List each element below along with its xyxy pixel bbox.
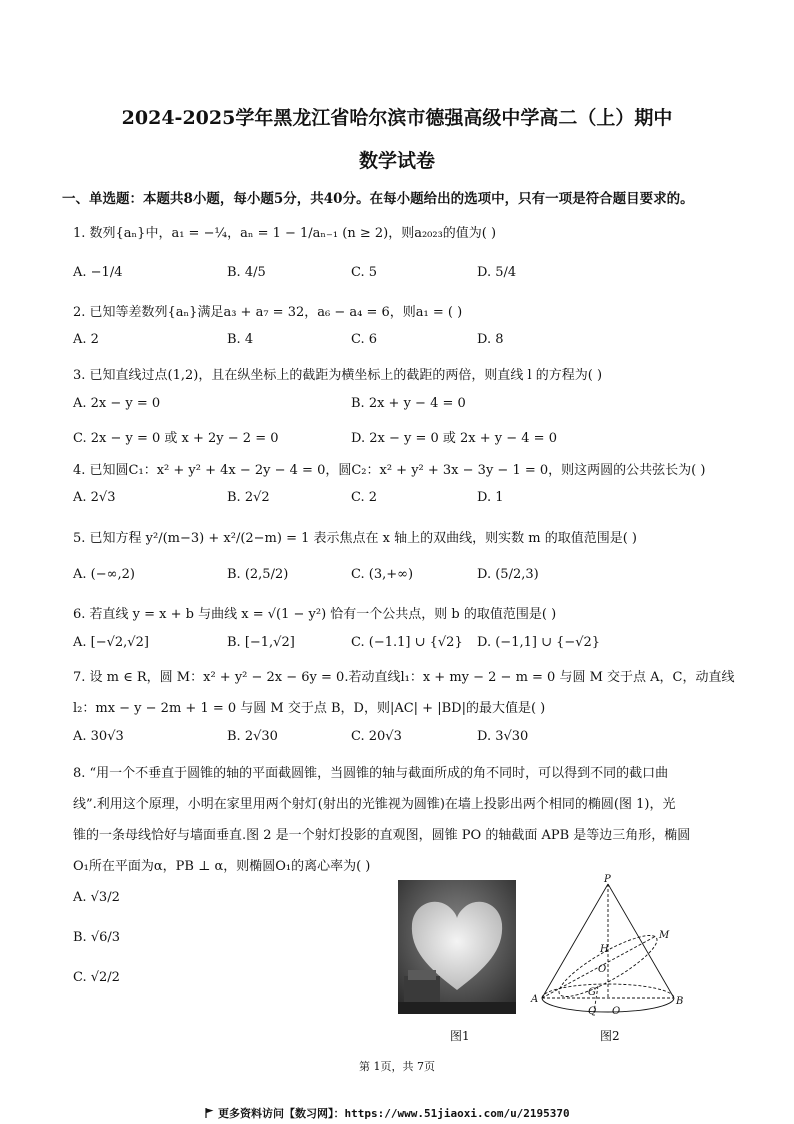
cone-base-front-arc: [542, 998, 674, 1012]
question-3-option-d: D. 2x − y = 0 或 2x + y − 4 = 0: [351, 431, 557, 446]
figure-1-photo: [398, 880, 516, 1014]
question-5-option-d: D. (5/2,3): [477, 567, 539, 582]
question-3-option-a: A. 2x − y = 0: [73, 396, 161, 411]
figure-2-cone-diagram: [528, 874, 693, 1024]
label-a: A: [531, 994, 539, 1005]
question-4-option-c: C. 2: [351, 490, 378, 505]
question-2-option-a: A. 2: [73, 332, 99, 347]
figure-1-caption: 图1: [450, 1029, 470, 1043]
question-6-option-a: A. [−√2,√2]: [73, 635, 149, 650]
question-8-option-c: C. √2/2: [73, 970, 120, 985]
chair-back-shape: [408, 970, 436, 980]
question-6-option-c: C. (−1.1] ∪ {√2}: [351, 635, 463, 650]
question-8-stem-line3: 锥的一条母线恰好与墙面垂直.图 2 是一个射灯投影的直观图，圆锥 PO 的轴截面 APB 是等边三角形，椭圆: [73, 828, 691, 843]
label-o: O: [612, 1006, 621, 1017]
question-2-option-c: C. 6: [351, 332, 378, 347]
exam-title-line1: 2024-2025学年黑龙江省哈尔滨市德强高级中学高二（上）期中: [121, 107, 673, 129]
question-4-option-a: A. 2√3: [73, 490, 116, 505]
question-1-option-b: B. 4/5: [227, 265, 266, 280]
flag-icon: [205, 1108, 214, 1118]
exam-title-line2: 数学试卷: [358, 150, 435, 172]
question-6-stem: 6. 若直线 y = x + b 与曲线 x = √(1 − y²) 恰有一个公共点，则 b 的取值范围是( ): [73, 607, 557, 622]
label-m: M: [659, 930, 670, 941]
section-heading: 一、单选题：本题共8小题，每小题5分，共40分。在每小题给出的选项中，只有一项是符合题目要求的。: [62, 191, 694, 207]
label-q: Q: [588, 1006, 597, 1017]
question-6-option-d: D. (−1,1] ∪ {−√2}: [477, 635, 601, 650]
question-3-stem: 3. 已知直线过点(1,2)，且在纵坐标上的截距为横坐标上的截距的两倍，则直线 l 的方程为( ): [73, 368, 603, 383]
question-2-option-b: B. 4: [227, 332, 254, 347]
question-6-option-b: B. [−1,√2]: [227, 635, 295, 650]
page-number: 第 1页，共 7页: [359, 1060, 435, 1073]
question-7-stem-line1: 7. 设 m ∈ R，圆 M：x² + y² − 2x − 6y = 0.若动直线l₁：x + my − 2 − m = 0 与圆 M 交于点 A，C，动直线: [73, 670, 735, 685]
question-5-stem: 5. 已知方程 y²/(m−3) + x²/(2−m) = 1 表示焦点在 x 轴上的双曲线，则实数 m 的取值范围是( ): [73, 531, 637, 546]
question-8-option-b: B. √6/3: [73, 930, 121, 945]
question-5-option-b: B. (2,5/2): [227, 567, 289, 582]
question-3-option-c: C. 2x − y = 0 或 x + 2y − 2 = 0: [73, 431, 279, 446]
floor-shape: [398, 1002, 516, 1014]
question-7-option-b: B. 2√30: [227, 729, 278, 744]
question-8-stem-line4: O₁所在平面为α，PB ⊥ α，则椭圆O₁的离心率为( ): [73, 859, 371, 874]
label-o1: O: [598, 964, 607, 975]
label-p: P: [604, 874, 611, 885]
promo-link[interactable]: [205, 1105, 570, 1121]
question-7-stem-line2: l₂：mx − y − 2m + 1 = 0 与圆 M 交于点 B，D，则|AC| + |BD|的最大值是( ): [73, 701, 546, 716]
question-3-option-b: B. 2x + y − 4 = 0: [351, 396, 466, 411]
question-8-option-a: A. √3/2: [73, 890, 120, 905]
question-1-stem: 1. 数列{aₙ}中，a₁ = −¼，aₙ = 1 − 1/aₙ₋₁ (n ≥ 2)，则a₂₀₂₃的值为( ): [73, 226, 497, 241]
question-4-option-b: B. 2√2: [227, 490, 270, 505]
question-8-stem-line2: 线”.利用这个原理，小明在家里用两个射灯(射出的光锥视为圆锥)在墙上投影出两个相同的椭圆(图 1)，光: [73, 797, 676, 812]
question-5-option-c: C. (3,+∞): [351, 567, 414, 582]
question-7-option-a: A. 30√3: [73, 729, 124, 744]
cone-generatrix-pa: [542, 884, 608, 998]
label-b: B: [676, 996, 684, 1007]
question-1-option-c: C. 5: [351, 265, 378, 280]
cone-generatrix-pb: [608, 884, 674, 998]
question-4-option-d: D. 1: [477, 490, 504, 505]
question-7-option-c: C. 20√3: [351, 729, 402, 744]
question-7-option-d: D. 3√30: [477, 729, 529, 744]
question-1-option-d: D. 5/4: [477, 265, 517, 280]
question-2-stem: 2. 已知等差数列{aₙ}满足a₃ + a₇ = 32，a₆ − a₄ = 6，则a₁ = ( ): [73, 305, 463, 320]
question-1-option-a: A. −1/4: [73, 265, 123, 280]
question-8-stem-line1: 8. “用一个不垂直于圆锥的轴的平面截圆锥，当圆锥的轴与截面所成的角不同时，可以得到不同的截口曲: [73, 766, 669, 781]
label-h: H: [600, 944, 609, 955]
question-2-option-d: D. 8: [477, 332, 504, 347]
question-5-option-a: A. (−∞,2): [73, 567, 135, 582]
question-4-stem: 4. 已知圆C₁：x² + y² + 4x − 2y − 4 = 0，圆C₂：x² + y² + 3x − 3y − 1 = 0，则这两圆的公共弦长为( ): [73, 463, 706, 478]
label-g: G: [588, 987, 596, 998]
figure-2-caption: 图2: [600, 1029, 620, 1043]
promo-link-text[interactable]: 更多资料访问【数习网】：https://www.51jiaoxi.com/u/2195370: [218, 1107, 570, 1120]
